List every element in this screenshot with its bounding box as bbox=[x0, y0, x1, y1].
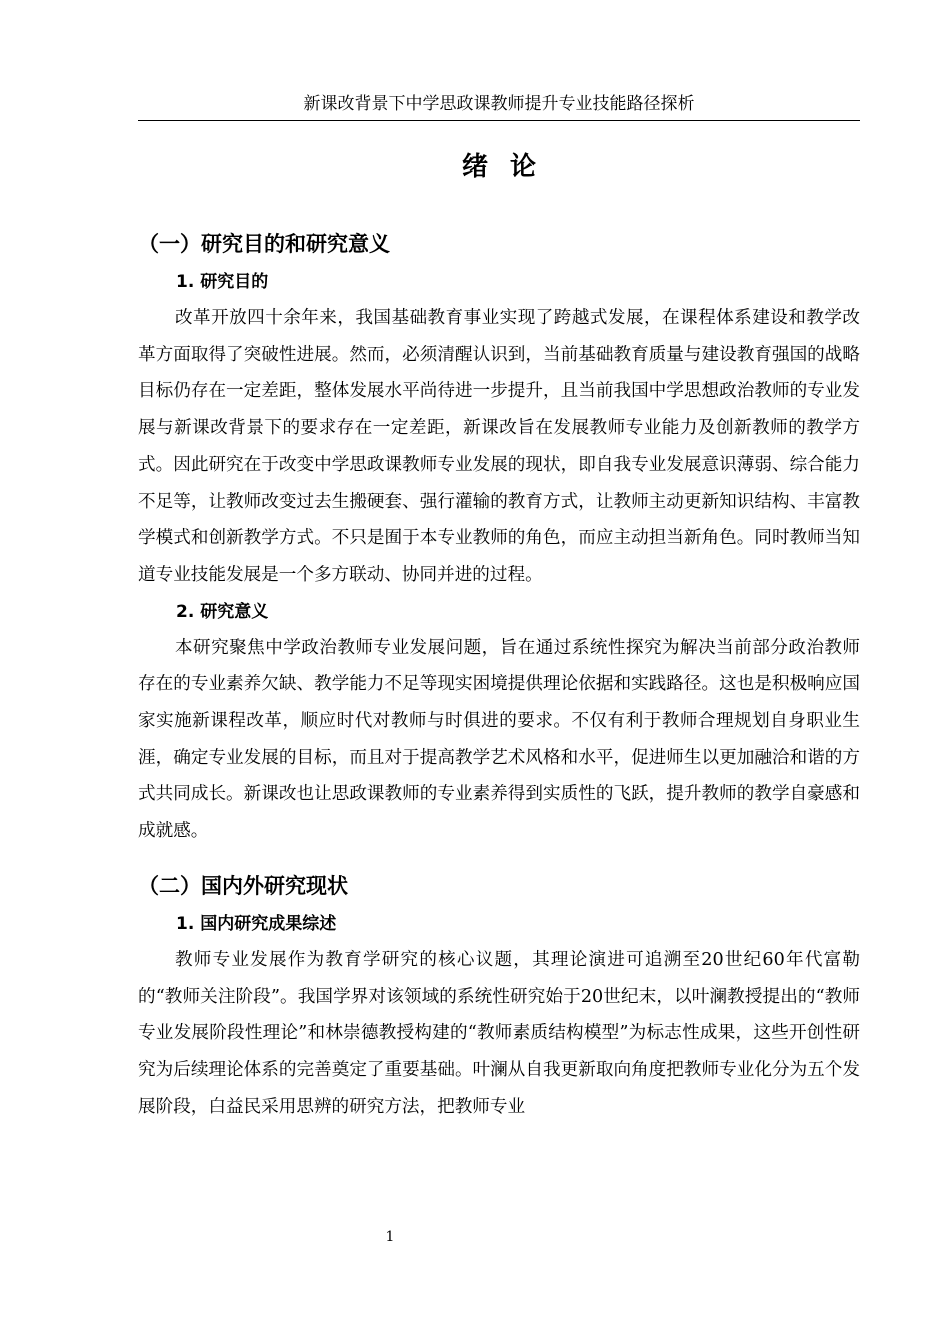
subsection-heading-purpose: 1. 研究目的 bbox=[176, 272, 269, 292]
chapter-title: 绪论 bbox=[461, 152, 558, 182]
page-number: 1 bbox=[385, 1229, 395, 1245]
paragraph-domestic-review: 教师专业发展作为教育学研究的核心议题，其理论演进可追溯至20世纪60年代富勒的“教师关注阶段”。我国学界对该领域的系统性研究始于20世纪末，以叶澜教授提出的“教师专业发展阶段性理论”和林崇德教授构建的“教师素质结构模型”为标志性成果，这些开创性研究为后续理论体系的完善奠定了重要基础。叶澜从自我更新取向角度把教师专业化分为五个发展阶段，白益民采用思辨的研究方法，把教师专业 bbox=[138, 949, 860, 1117]
running-header: 新课改背景下中学思政课教师提升专业技能路径探析 bbox=[303, 94, 695, 114]
paragraph-purpose: 改革开放四十余年来，我国基础教育事业实现了跨越式发展，在课程体系建设和教学改革方面取得了突破性进展。然而，必须清醒认识到，当前基础教育质量与建设教育强国的战略目标仍存在一定差距，整体发展水平尚待进一步提升，且当前我国中学思想政治教师的专业发展与新课改背景下的要求存在一定差距，新课改旨在发展教师专业能力及创新教师的教学方式。因此研究在于改变中学思政课教师专业发展的现状，即自我专业发展意识薄弱、综合能力不足等，让教师改变过去生搬硬套、强行灌输的教育方式，让教师主动更新知识结构、丰富教学模式和创新教学方式。不只是囿于本专业教师的角色，而应主动担当新角色。同时教师当知道专业技能发展是一个多方联动、协同并进的过程。 bbox=[138, 308, 860, 585]
paragraph-significance: 本研究聚焦中学政治教师专业发展问题，旨在通过系统性探究为解决当前部分政治教师存在的专业素养欠缺、教学能力不足等现实困境提供理论依据和实践路径。这也是积极响应国家实施新课程改革，顺应时代对教师与时俱进的要求。不仅有利于教师合理规划自身职业生涯，确定专业发展的目标，而且对于提高教学艺术风格和水平，促进师生以更加融洽和谐的方式共同成长。新课改也让思政课教师的专业素养得到实质性的飞跃，提升教师的教学自豪感和成就感。 bbox=[138, 637, 860, 842]
section-heading-research-status: （二）国内外研究现状 bbox=[138, 873, 348, 898]
body-content bbox=[138, 226, 860, 1125]
subsection-heading-domestic-review: 1. 国内研究成果综述 bbox=[176, 913, 337, 934]
section-heading-purpose-significance: （一）研究目的和研究意义 bbox=[138, 232, 390, 256]
subsection-heading-significance: 2. 研究意义 bbox=[176, 601, 269, 622]
header-rule bbox=[138, 120, 860, 121]
